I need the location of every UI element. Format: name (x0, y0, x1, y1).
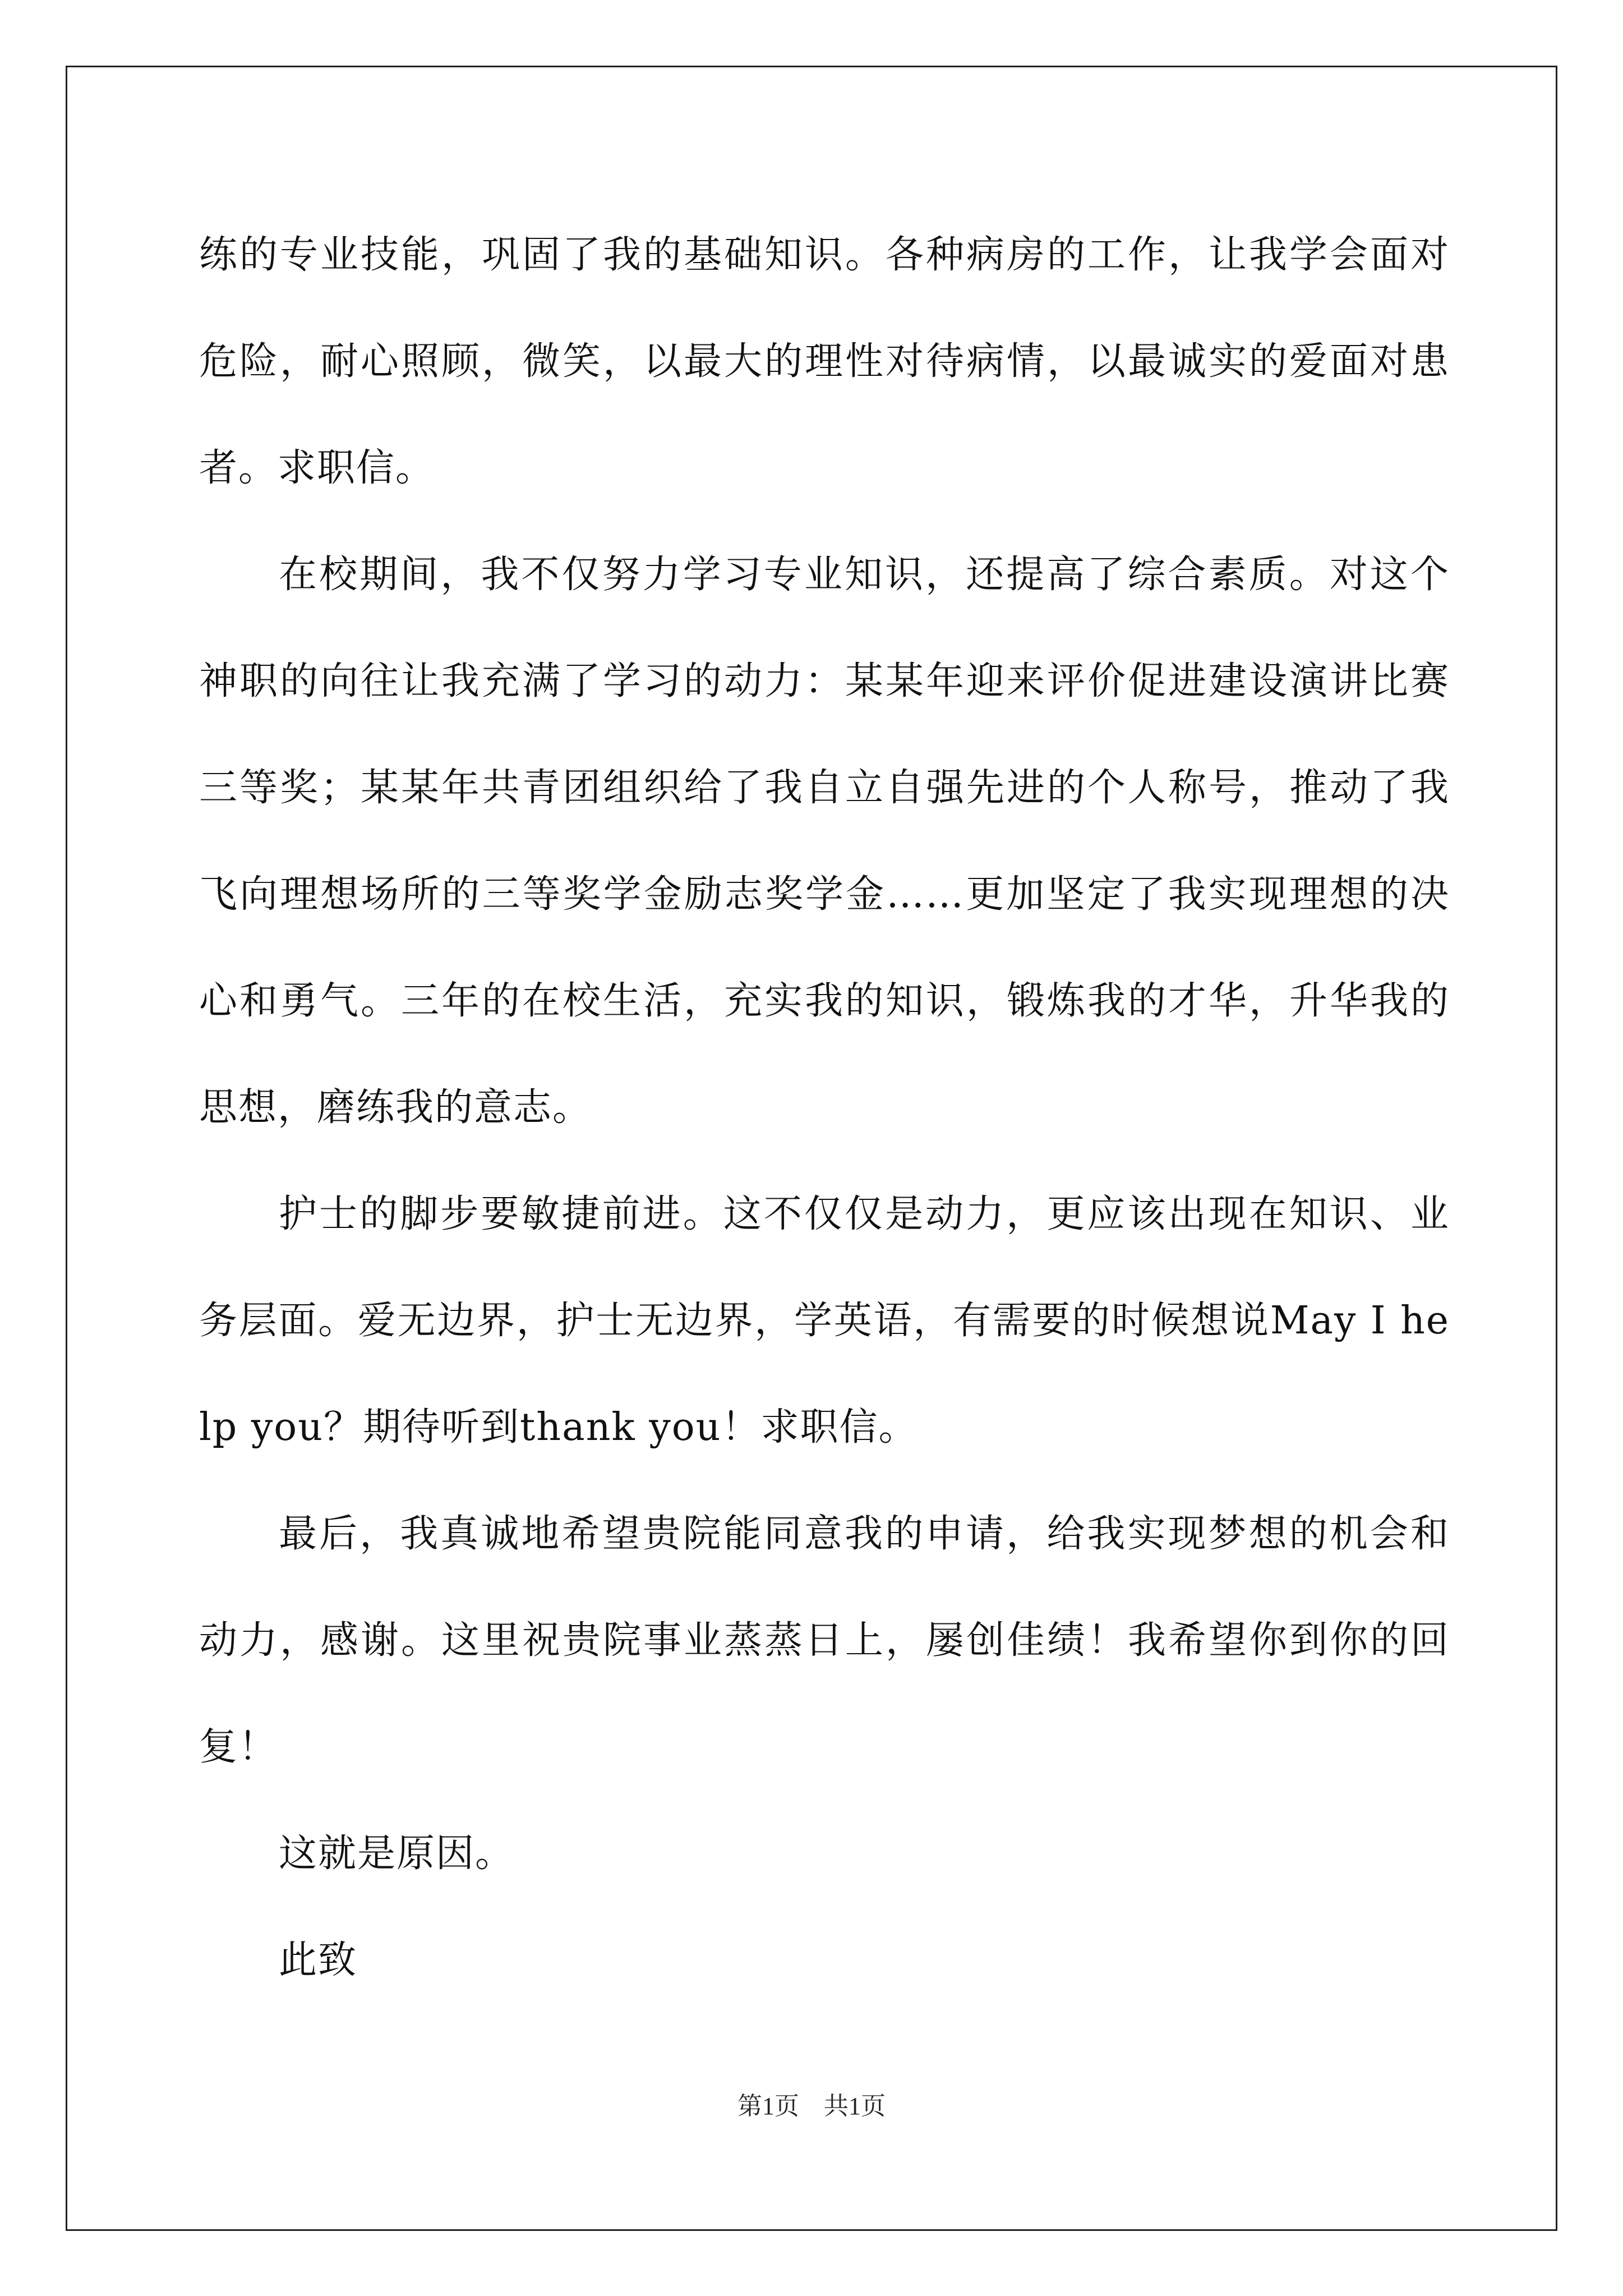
closing-line-salutation: 此致 (279, 1938, 358, 1982)
paragraph-3: 护士的脚步要敏捷前进。这不仅仅是动力，更应该出现在知识、业务层面。爱无边界，护士无边界，学英语，有需要的时候想说May I help you？期待听到thank you！求职信。 (199, 1192, 1450, 1450)
page-footer (0, 2086, 1623, 2122)
paragraph-1: 练的专业技能，巩固了我的基础知识。各种病房的工作，让我学会面对危险，耐心照顾，微笑，以最大的理性对待病情，以最诚实的爱面对患者。求职信。 (199, 233, 1450, 490)
paragraph-4: 最后，我真诚地希望贵院能同意我的申请，给我实现梦想的机会和动力，感谢。这里祝贵院事业蒸蒸日上，屡创佳绩！我希望你到你的回复！ (199, 1512, 1450, 1769)
page-total: 共1页 (824, 2092, 886, 2120)
paragraph-2: 在校期间，我不仅努力学习专业知识，还提高了综合素质。对这个神职的向往让我充满了学习的动力：某某年迎来评价促进建设演讲比赛三等奖；某某年共青团组织给了我自立自强先进的个人称号，推动了我飞向理想场所的三等奖学金励志奖学金……更加坚定了我实现理想的决心和勇气。三年的在校生活，充实我的知识，锻炼我的才华，升华我的思想，磨练我的意志。 (199, 553, 1450, 1130)
page-number: 第1页 (737, 2092, 799, 2120)
closing-line-reason: 这就是原因。 (279, 1832, 515, 1876)
document-body (199, 202, 1450, 2014)
